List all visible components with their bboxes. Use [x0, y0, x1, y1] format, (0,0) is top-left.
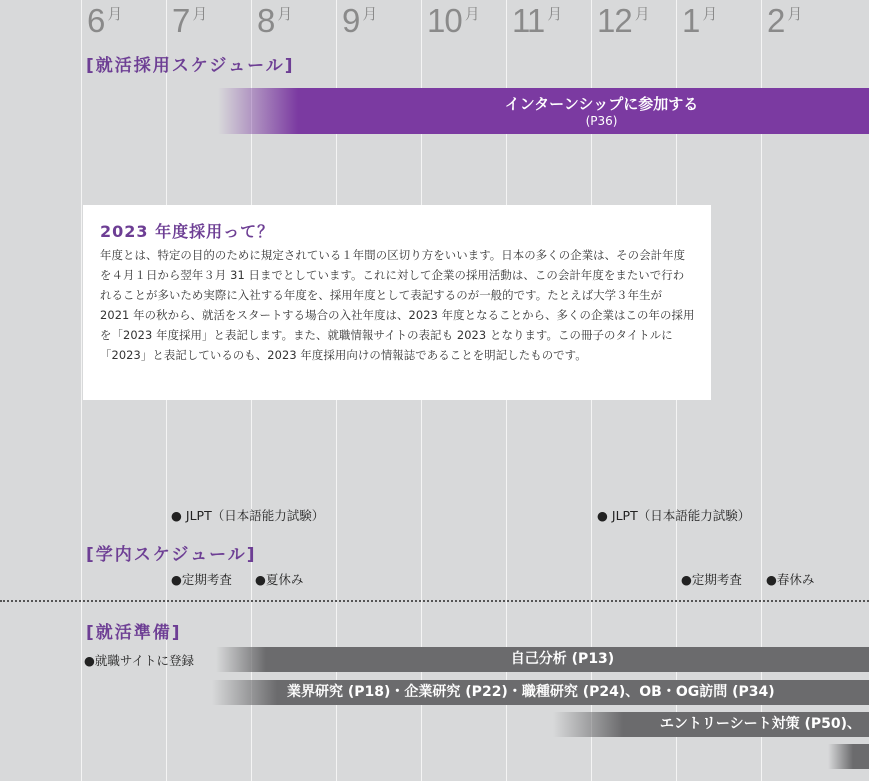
- section-title-job-prep: [就活準備]: [86, 623, 182, 643]
- month-header-9: 9 月: [342, 2, 378, 39]
- exam-event-january: ●定期考査: [681, 572, 742, 587]
- jlpt-event-july: ● JLPT（日本語能力試験）: [171, 508, 325, 523]
- internship-bar: [218, 88, 869, 134]
- month-header-1: 1 月: [682, 2, 718, 39]
- month-header-7: 7 月: [172, 2, 208, 39]
- month-header-10: 10 月: [427, 2, 480, 39]
- research-label: 業界研究 (P18)・企業研究 (P22)・職種研究 (P24)、OB・OG訪問 (P34): [287, 684, 775, 700]
- month-header-8: 8 月: [257, 2, 293, 39]
- self-analysis-bar: [216, 647, 869, 672]
- entry-sheet-bar: [553, 712, 869, 737]
- register-job-site-event: ●就職サイトに登録: [84, 653, 195, 668]
- month-header-11: 11 月: [512, 2, 563, 39]
- internship-label: インターンシップに参加する: [504, 95, 699, 113]
- research-bar: [212, 680, 869, 705]
- section-title-recruit-schedule: [就活採用スケジュール]: [86, 56, 295, 76]
- jlpt-event-december: ● JLPT（日本語能力試験）: [597, 508, 751, 523]
- month-header-12: 12 月: [597, 2, 650, 39]
- spring-break-event: ●春休み: [766, 572, 815, 587]
- grid-line: [81, 0, 82, 781]
- info-title: 2023 年度採用って？: [100, 222, 275, 241]
- info-body: 年度とは、特定の目的のために規定されている１年間の区切り方をいいます。日本の多くの企業は、その会計年度を４月１日から翌年３月 31 日までとしています。これに対して企業の採用活動は、この会計年度をまたいで行われることが多いため実際に入社する年度を、採用年度として表記するのが一般的です。たとえば大学３年生が 2021 年の秋から、就活をスタートする場合の入社年度は、2023 年度となることから、多くの企業はこの年の採用を「2023 年度採用」と表記します。また、就職情報サイトの表記も 2023 となります。この冊子のタイトルに「2023」と表記しているのも、2023 年度採用向けの情報誌であることを明記したものです。: [100, 248, 695, 362]
- entry-sheet-label: エントリーシート対策 (P50)、: [659, 716, 861, 732]
- exam-event-july: ●定期考査: [171, 572, 232, 587]
- month-header-2: 2 月: [767, 2, 803, 39]
- summer-break-event: ●夏休み: [255, 572, 304, 587]
- next-step-bar: [828, 744, 869, 769]
- section-divider: [0, 600, 869, 602]
- internship-ref: (P36): [585, 114, 618, 128]
- month-header-6: 6 月: [87, 2, 123, 39]
- self-analysis-label: 自己分析 (P13): [510, 651, 615, 667]
- section-title-school-schedule: [学内スケジュール]: [86, 545, 257, 565]
- info-box: [83, 205, 711, 400]
